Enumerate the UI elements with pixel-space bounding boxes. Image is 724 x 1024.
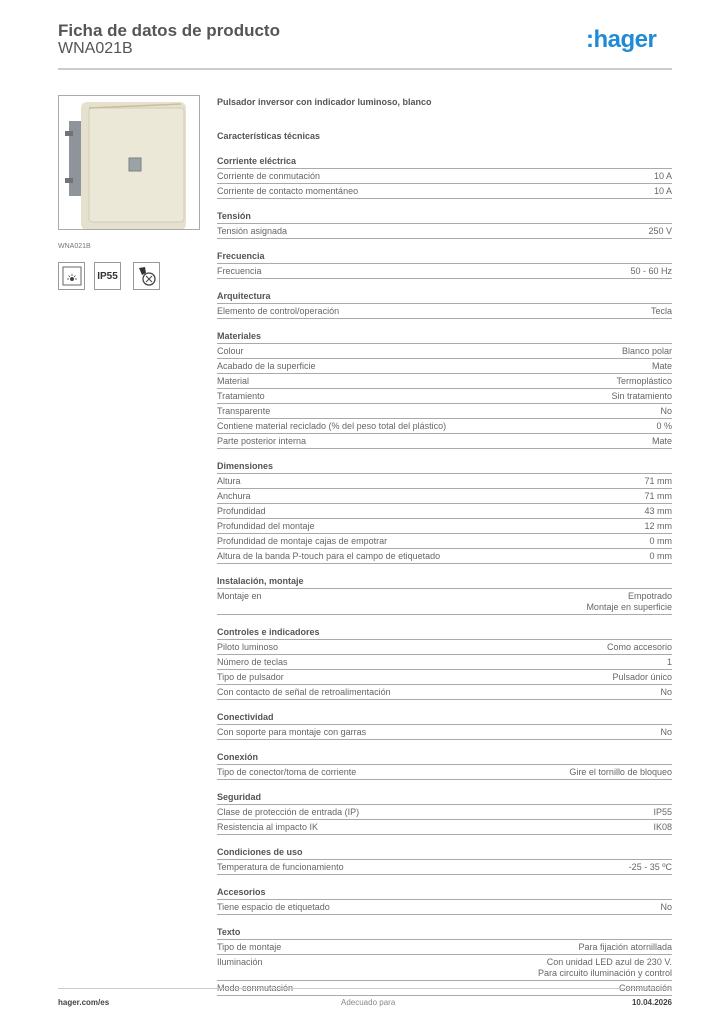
spec-value: Blanco polar [621, 345, 672, 356]
spec-section [217, 926, 672, 996]
spec-row [217, 419, 672, 434]
footer-divider [58, 988, 672, 989]
spec-row [217, 474, 672, 489]
spec-value: No [660, 686, 672, 697]
header-divider [58, 68, 672, 70]
spec-row [217, 765, 672, 780]
spec-row [217, 264, 672, 279]
section-heading: Dimensiones [217, 460, 672, 474]
spec-value: Para fijación atornillada [578, 941, 672, 952]
product-title: Pulsador inversor con indicador luminoso, blanco [217, 97, 432, 107]
spec-row [217, 640, 672, 655]
spec-section [217, 711, 672, 740]
ip55-icon [94, 262, 121, 290]
section-heading: Texto [217, 926, 672, 940]
spec-value: No [660, 901, 672, 912]
spec-value: Termoplástico [616, 375, 672, 386]
spec-row [217, 955, 672, 981]
spec-label: Con contacto de señal de retroalimentación [217, 686, 391, 697]
characteristics-heading: Características técnicas [217, 131, 321, 141]
image-caption: WNA021B [58, 243, 91, 250]
spec-row [217, 504, 672, 519]
spec-section [217, 250, 672, 279]
section-heading: Accesorios [217, 886, 672, 900]
spec-row [217, 184, 672, 199]
footer-website: hager.com/es [58, 998, 110, 1007]
spec-label: Tipo de montaje [217, 941, 282, 952]
spec-value: 50 - 60 Hz [630, 265, 672, 276]
spec-row [217, 589, 672, 615]
spec-row [217, 434, 672, 449]
spec-section [217, 751, 672, 780]
spec-label: Colour [217, 345, 244, 356]
section-heading: Seguridad [217, 791, 672, 805]
spec-label: Corriente de conmutación [217, 170, 321, 181]
spec-value: 1 [666, 656, 672, 667]
spec-row [217, 404, 672, 419]
spec-label: Frecuencia [217, 265, 262, 276]
spec-row [217, 685, 672, 700]
spec-section [217, 846, 672, 875]
spec-label: Corriente de contacto momentáneo [217, 185, 359, 196]
spec-value: 12 mm [644, 520, 672, 531]
hager-logo: :hager [586, 26, 657, 53]
spec-label: Con soporte para montaje con garras [217, 726, 367, 737]
spec-label: Altura [217, 475, 241, 486]
spec-value: Tecla [650, 305, 672, 316]
section-heading: Corriente eléctrica [217, 155, 672, 169]
indicator-light-icon [58, 262, 85, 290]
spec-label: Número de teclas [217, 656, 288, 667]
screw-terminal-icon [133, 262, 160, 290]
spec-section [217, 886, 672, 915]
section-heading: Tensión [217, 210, 672, 224]
spec-section [217, 791, 672, 835]
product-code: WNA021B [58, 40, 133, 57]
spec-row [217, 670, 672, 685]
spec-row [217, 389, 672, 404]
section-heading: Conectividad [217, 711, 672, 725]
spec-row [217, 655, 672, 670]
spec-section [217, 330, 672, 449]
spec-label: Temperatura de funcionamiento [217, 861, 344, 872]
spec-label: Clase de protección de entrada (IP) [217, 806, 360, 817]
spec-value: IK08 [653, 821, 672, 832]
spec-value: No [660, 405, 672, 416]
spec-label: Transparente [217, 405, 271, 416]
section-heading: Condiciones de uso [217, 846, 672, 860]
spec-label: Altura de la banda P-touch para el campo de etiquetado [217, 550, 441, 561]
spec-value: Como accesorio [606, 641, 672, 652]
spec-value: Mate [651, 360, 672, 371]
spec-label: Tipo de pulsador [217, 671, 284, 682]
spec-value: 250 V [648, 225, 672, 236]
spec-row [217, 374, 672, 389]
spec-value: Pulsador único [612, 671, 672, 682]
spec-section [217, 460, 672, 564]
spec-row [217, 169, 672, 184]
spec-row [217, 304, 672, 319]
section-heading: Instalación, montaje [217, 575, 672, 589]
spec-label: Tensión asignada [217, 225, 288, 236]
spec-row [217, 489, 672, 504]
spec-value: 43 mm [644, 505, 672, 516]
spec-value: Mate [651, 435, 672, 446]
spec-row [217, 359, 672, 374]
spec-value: 71 mm [644, 475, 672, 486]
section-heading: Controles e indicadores [217, 626, 672, 640]
spec-row [217, 940, 672, 955]
spec-label: Tratamiento [217, 390, 265, 401]
section-heading: Frecuencia [217, 250, 672, 264]
spec-row [217, 820, 672, 835]
spec-row [217, 725, 672, 740]
spec-value: No [660, 726, 672, 737]
spec-label: Tipo de conector/toma de corriente [217, 766, 357, 777]
spec-label: Profundidad [217, 505, 266, 516]
spec-value: Sin tratamiento [611, 390, 672, 401]
spec-value: -25 - 35 ºC [628, 861, 672, 872]
ip55-label: IP55 [97, 270, 118, 282]
spec-label: Resistencia al impacto IK [217, 821, 319, 832]
spec-label: Material [217, 375, 250, 386]
spec-value: 10 A [653, 170, 672, 181]
spec-row [217, 805, 672, 820]
spec-label: Anchura [217, 490, 251, 501]
spec-section [217, 210, 672, 239]
spec-value: IP55 [653, 806, 672, 817]
spec-label: Contiene material reciclado (% del peso total del plástico) [217, 420, 447, 431]
spec-value: 0 % [656, 420, 672, 431]
spec-value: 71 mm [644, 490, 672, 501]
spec-row [217, 549, 672, 564]
spec-value: 0 mm [649, 535, 672, 546]
spec-label: Elemento de control/operación [217, 305, 340, 316]
spec-label: Profundidad del montaje [217, 520, 315, 531]
spec-row [217, 900, 672, 915]
spec-row [217, 860, 672, 875]
spec-value: 10 A [653, 185, 672, 196]
spec-row [217, 519, 672, 534]
product-image [58, 95, 200, 230]
spec-value: Con unidad LED azul de 230 V. Para circuito iluminación y control [537, 956, 672, 978]
spec-section [217, 155, 672, 199]
spec-label: Parte posterior interna [217, 435, 307, 446]
spec-label: Profundidad de montaje cajas de empotrar [217, 535, 388, 546]
spec-row [217, 534, 672, 549]
page-title: Ficha de datos de producto [58, 21, 280, 40]
spec-label: Acabado de la superficie [217, 360, 316, 371]
footer-date: 10.04.2026 [631, 998, 672, 1007]
spec-value: 0 mm [649, 550, 672, 561]
spec-value: Empotrado Montaje en superficie [586, 590, 672, 612]
spec-section [217, 626, 672, 700]
specifications [217, 96, 672, 996]
spec-row [217, 344, 672, 359]
spec-row [217, 224, 672, 239]
footer-center: Adecuado para [341, 998, 396, 1007]
spec-label: Piloto luminoso [217, 641, 279, 652]
spec-label: Iluminación [217, 956, 263, 967]
spec-label: Tiene espacio de etiquetado [217, 901, 330, 912]
section-heading: Arquitectura [217, 290, 672, 304]
spec-value: Gire el tornillo de bloqueo [569, 766, 672, 777]
section-heading: Conexión [217, 751, 672, 765]
section-heading: Materiales [217, 330, 672, 344]
spec-label: Montaje en [217, 590, 262, 601]
spec-section [217, 290, 672, 319]
spec-section [217, 575, 672, 615]
